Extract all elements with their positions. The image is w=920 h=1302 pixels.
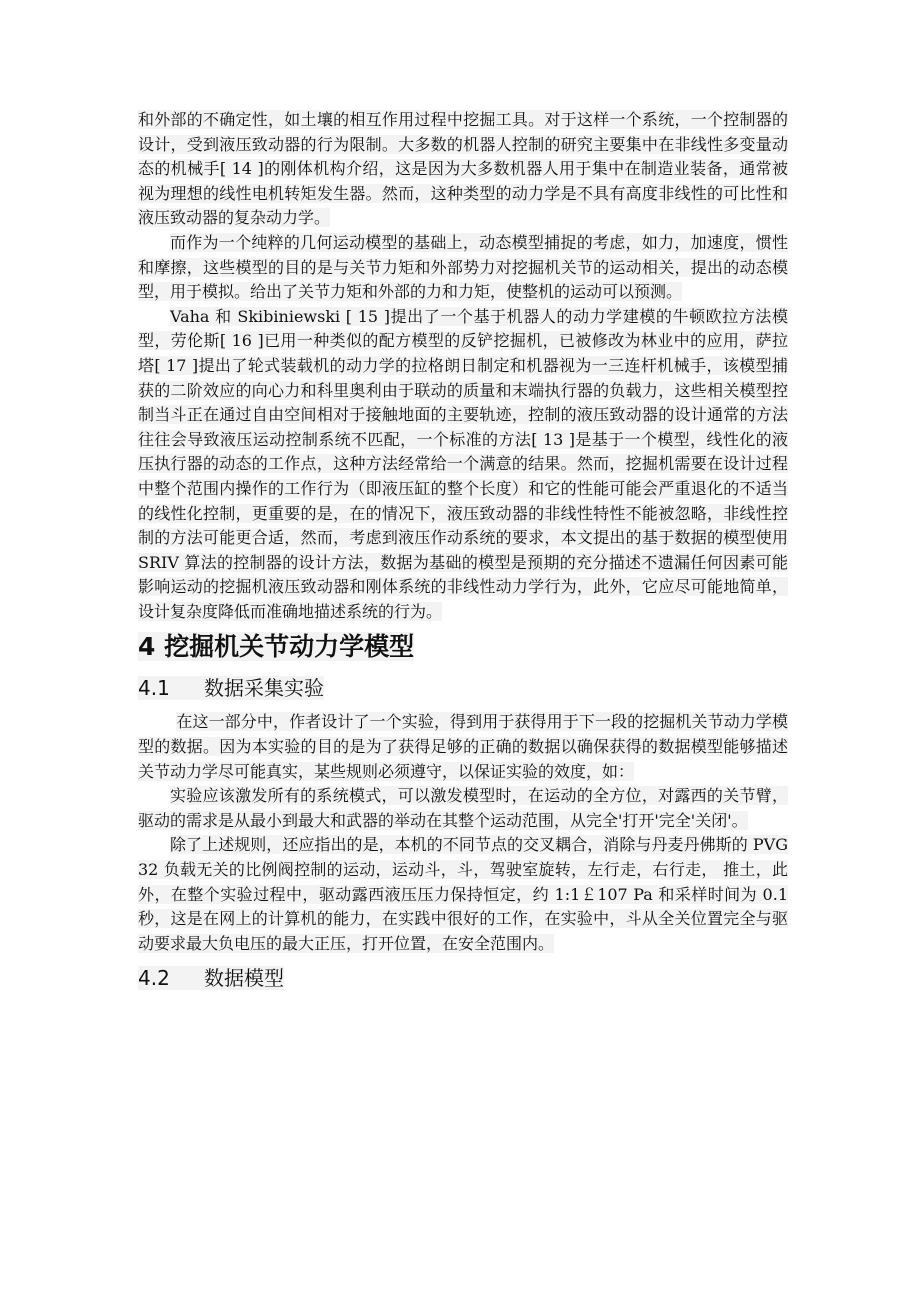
paragraph-6-text: 除了上述规则，还应指出的是，本机的不同节点的交叉耦合，消除与丹麦丹佛斯的 PVG 32 负载无关的比例阀控制的运动，运动斗，斗，驾驶室旋转，左行走，右行走， 推土，此外，在整个实验过程中，驱动露西液压压力保持恒定，约 1:1￡107 Pa 和采样时间为 0.1 秒，这是在网上的计算机的能力，在实践中很好的工作，在实验中，斗从全关位置完全与驱动要求最大负电压的最大正压，打开位置，在安全范围内。: [138, 835, 788, 953]
paragraph-4-text: 在这一部分中，作者设计了一个实验，得到用于获得用于下一段的挖掘机关节动力学模型的数据。因为本实验的目的是为了获得足够的正确的数据以确保获得的数据模型能够描述关节动力学尽可能真实，某些规则必须遵守，以保证实验的效度，如：: [138, 712, 788, 781]
paragraph-1-text: 和外部的不确定性，如土壤的相互作用过程中挖掘工具。对于这样一个系统，一个控制器的设计，受到液压致动器的行为限制。大多数的机器人控制的研究主要集中在非线性多变量动态的机械手[ 14 ]的刚体机构介绍，这是因为大多数机器人用于集中在制造业装备，通常被视为理想的线性电机转矩发生器。然而，这种类型的动力学是不具有高度非线性的可比性和液压致动器的复杂动力学。: [138, 110, 788, 228]
section-4-heading-text: 4 挖掘机关节动力学模型: [138, 632, 415, 662]
subsection-4-2-title: 数据模型: [204, 966, 284, 991]
paragraph-6: [138, 833, 788, 956]
subsection-4-1-title: 数据采集实验: [204, 676, 324, 701]
subsection-4-1-number: 4.1: [138, 676, 170, 701]
subsection-4-2-number: 4.2: [138, 966, 170, 991]
document-body: [138, 108, 788, 1000]
paragraph-3: [138, 305, 788, 625]
section-4-heading: [138, 628, 788, 666]
paragraph-2-text: 而作为一个纯粹的几何运动模型的基础上，动态模型捕捉的考虑，如力，加速度，惯性和摩擦，这些模型的目的是与关节力矩和外部势力对挖掘机关节的运动相关，提出的动态模型，用于模拟。给出了关节力矩和外部的力和力矩，使整机的运动可以预测。: [138, 232, 788, 302]
paragraph-5: [138, 784, 788, 833]
paragraph-2: [138, 231, 788, 305]
subsection-4-1-heading: [138, 672, 788, 704]
paragraph-3-text: Vaha 和 Skibiniewski [ 15 ]提出了一个基于机器人的动力学建模的牛顿欧拉方法模型，劳伦斯[ 16 ]已用一种类似的配方模型的反铲挖掘机，已被修改为林业中的应用，萨拉塔[ 17 ]提出了轮式装载机的动力学的拉格朗日制定和机器视为一三连杆机械手，该模型捕获的二阶效应的向心力和科里奥利由于联动的质量和末端执行器的负载力，这些相关模型控制当斗正在通过自由空间相对于接触地面的主要轨迹，控制的液压致动器的设计通常的方法往往会导致液压运动控制系统不匹配，一个标准的方法[ 13 ]是基于一个模型，线性化的液压执行器的动态的工作点，这种方法经常给一个满意的结果。然而，挖掘机需要在设计过程中整个范围内操作的工作行为（即液压缸的整个长度）和它的性能可能会严重退化的不适当的线性化控制，更重要的是，在的情况下，液压致动器的非线性特性不能被忽略，非线性控制的方法可能更合适，然而，考虑到液压作动系统的要求，本文提出的基于数据的模型使用 SRIV 算法的控制器的设计方法，数据为基础的模型是预期的充分描述不遗漏任何因素可能影响运动的挖掘机液压致动器和刚体系统的非线性动力学行为，此外，它应尽可能地简单，设计复杂度降低而准确地描述系统的行为。: [138, 306, 788, 621]
paragraph-4: [138, 710, 788, 784]
paragraph-1: [138, 108, 788, 231]
paragraph-5-text: 实验应该激发所有的系统模式，可以激发模型时，在运动的全方位，对露西的关节臂，驱动的需求是从最小到最大和武器的举动在其整个运动范围，从完全'打开'完全'关闭'。: [138, 786, 788, 830]
subsection-4-2-heading: [138, 962, 788, 994]
